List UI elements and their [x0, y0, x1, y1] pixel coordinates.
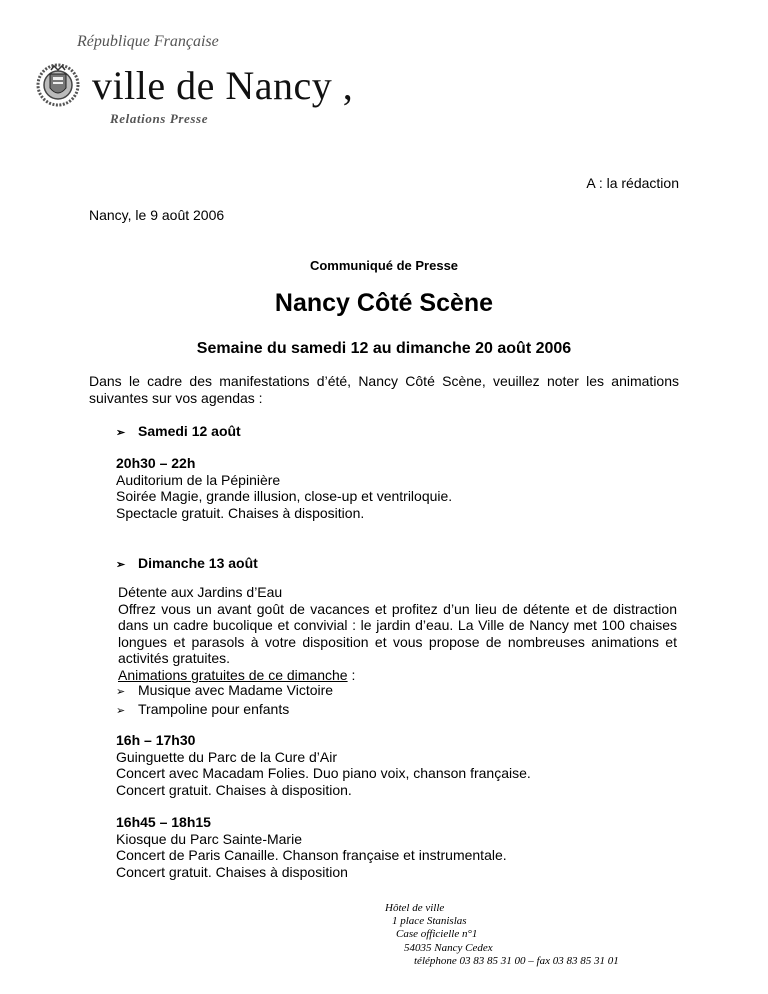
day2-label: Dimanche 13 août: [138, 555, 258, 571]
republique-francaise-header: République Française: [77, 33, 219, 50]
list-item: [116, 701, 333, 720]
day1-venue: Auditorium de la Pépinière: [116, 471, 281, 488]
arrow-bullet-icon: ➢: [116, 704, 126, 717]
relations-presse-label: Relations Presse: [110, 111, 209, 126]
event2-info: Concert gratuit. Chaises à disposition: [116, 863, 348, 880]
document-subtitle: Semaine du samedi 12 au dimanche 20 août 2006: [196, 340, 572, 357]
animations-label: Animations gratuites de ce dimanche: [118, 666, 348, 683]
animation-item-text: Trampoline pour enfants: [138, 700, 290, 717]
day2-event2: [116, 814, 686, 880]
arrow-bullet-icon: ➢: [116, 427, 126, 439]
arrow-bullet-icon: ➢: [116, 559, 126, 571]
animation-item-text: Musique avec Madame Victoire: [138, 682, 334, 698]
day2-jardins-block: [118, 584, 677, 684]
event1-description: Concert avec Macadam Folies. Duo piano voix, chanson française.: [116, 765, 531, 782]
intro-paragraph: Dans le cadre des manifestations d’été, Nancy Côté Scène, veuillez noter les animations suivantes sur vos agendas :: [89, 373, 679, 406]
footer-line: Hôtel de ville: [385, 902, 445, 914]
event1-time: 16h – 17h30: [116, 732, 196, 748]
document-title: Nancy Côté Scène: [274, 289, 494, 317]
day1-description: Soirée Magie, grande illusion, close-up et ventriloquie.: [116, 488, 453, 505]
day2-event1: [116, 732, 686, 798]
recipient-line: A : la rédaction: [586, 175, 679, 191]
list-item: [116, 682, 333, 701]
footer-line: téléphone 03 83 85 31 00 – fax 03 83 85 31 01: [414, 954, 619, 967]
communique-heading: Communiqué de Presse: [309, 258, 459, 273]
day1-bullet: [116, 423, 241, 439]
date-line: Nancy, le 9 août 2006: [89, 207, 225, 223]
event2-description: Concert de Paris Canaille. Chanson française et instrumentale.: [116, 847, 507, 864]
animations-list: [116, 682, 333, 719]
ville-de-nancy-wordmark: ville de Nancy ,: [92, 63, 354, 108]
footer-line: Case officielle n°1: [396, 928, 478, 941]
event2-venue: Kiosque du Parc Sainte-Marie: [116, 830, 302, 847]
day1-info: Spectacle gratuit. Chaises à disposition.: [116, 504, 365, 521]
event1-venue: Guinguette du Parc de la Cure d’Air: [116, 748, 338, 765]
day1-event: [116, 455, 686, 521]
event2-time: 16h45 – 18h15: [116, 814, 211, 830]
event1-info: Concert gratuit. Chaises à disposition.: [116, 781, 352, 798]
arrow-bullet-icon: ➢: [116, 686, 126, 698]
footer-address: [385, 902, 619, 968]
day1-label: Samedi 12 août: [138, 423, 241, 439]
day1-time: 20h30 – 22h: [116, 455, 196, 471]
footer-line: 54035 Nancy Cedex: [404, 941, 493, 954]
day2-bullet: [116, 555, 258, 571]
nancy-coat-of-arms-logo: [36, 62, 80, 108]
footer-line: 1 place Stanislas: [392, 915, 467, 928]
day2-heading: Détente aux Jardins d’Eau: [118, 584, 283, 600]
day2-paragraph: Offrez vous un avant goût de vacances et profitez d’un lieu de détente et de distraction dans un cadre bucolique et convivial : le jardin d’eau. La Ville de Nancy met 100 chaises longues et parasols à votre disposition et vous propose de nombreuses animations et activités gratuites.: [118, 600, 677, 667]
animations-suffix: :: [347, 666, 356, 683]
